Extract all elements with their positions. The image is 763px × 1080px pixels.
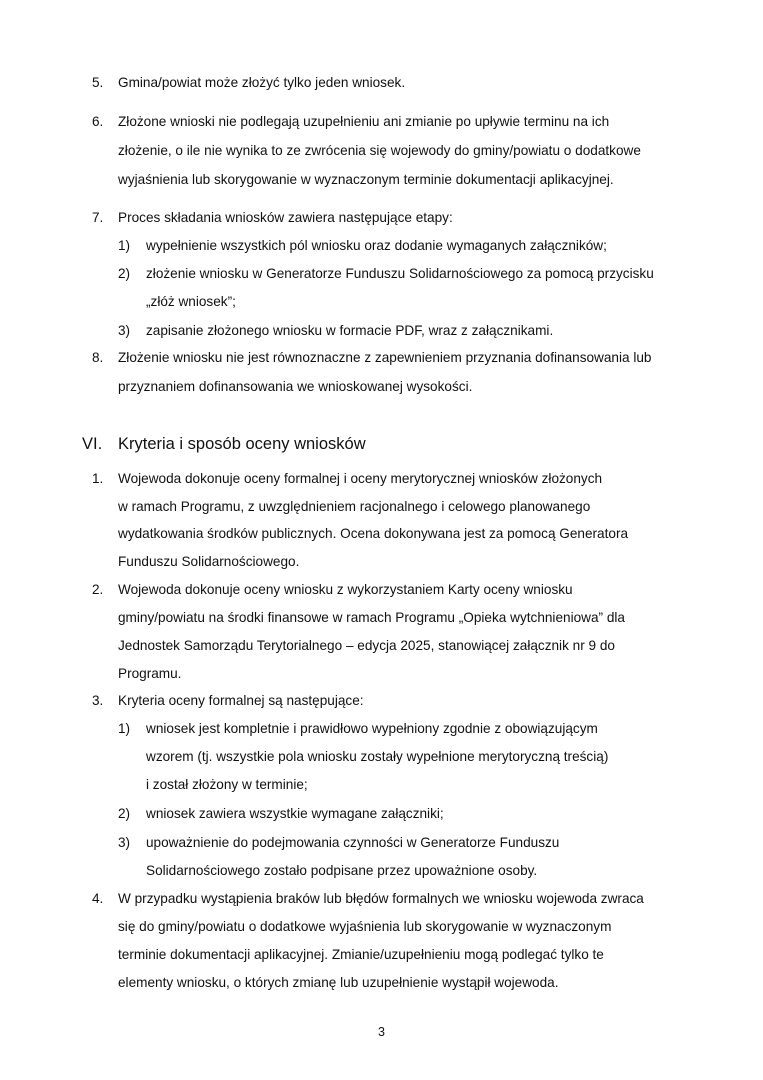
sublist-item-line: i został złożony w terminie;: [146, 777, 308, 792]
sublist-number: 2): [118, 266, 131, 281]
list-number: 7.: [92, 210, 104, 225]
list-item-line: Złożenie wniosku nie jest równoznaczne z zapewnieniem przyznania dofinansowania lub: [118, 350, 652, 365]
sublist-item-line: wniosek zawiera wszystkie wymagane załączniki;: [146, 806, 444, 821]
list-number: 2.: [92, 582, 104, 597]
list-item-line: Wojewoda dokonuje oceny formalnej i oceny merytorycznej wniosków złożonych: [118, 471, 603, 486]
list-number: 8.: [92, 350, 104, 365]
list-item-line: przyznaniem dofinansowania we wnioskowanej wysokości.: [118, 379, 473, 394]
list-item-line: się do gminy/powiatu o dodatkowe wyjaśnienia lub skorygowanie w wyznaczonym: [118, 919, 612, 934]
list-item-line: wydatkowania środków publicznych. Ocena dokonywana jest za pomocą Generatora: [118, 526, 629, 541]
list-item-line: Kryteria oceny formalnej są następujące:: [118, 693, 364, 708]
list-item-line: W przypadku wystąpienia braków lub błędów formalnych we wniosku wojewoda zwraca: [118, 891, 644, 906]
sublist-item-line: wzorem (tj. wszystkie pola wniosku zostały wypełnione merytoryczną treścią): [146, 749, 609, 764]
list-item-line: Złożone wnioski nie podlegają uzupełnieniu ani zmianie po upływie terminu na ich: [118, 114, 610, 129]
list-item-line: elementy wniosku, o których zmianę lub uzupełnienie wystąpił wojewoda.: [118, 975, 559, 990]
sublist-number: 1): [118, 721, 131, 736]
list-number: 4.: [92, 891, 104, 906]
list-number: 1.: [92, 471, 104, 486]
sublist-item-line: Solidarnościowego zostało podpisane przez upoważnione osoby.: [146, 863, 538, 878]
list-item-line: gminy/powiatu na środki finansowe w ramach Programu „Opieka wytchnieniowa” dla: [118, 610, 625, 625]
list-item-line: Programu.: [118, 666, 182, 681]
list-item-line: wyjaśnienia lub skorygowanie w wyznaczonym terminie dokumentacji aplikacyjnej.: [118, 172, 614, 187]
list-item-line: Proces składania wniosków zawiera następujące etapy:: [118, 210, 453, 225]
list-item-line: terminie dokumentacji aplikacyjnej. Zmianie/uzupełnieniu mogą podlegać tylko te: [118, 947, 604, 962]
sublist-item-line: wniosek jest kompletnie i prawidłowo wypełniony zgodnie z obowiązującym: [146, 721, 598, 736]
sublist-number: 3): [118, 323, 131, 338]
list-number: 3.: [92, 693, 104, 708]
sublist-item-line: „złóż wniosek”;: [146, 294, 236, 309]
list-item-line: Jednostek Samorządu Terytorialnego – edycja 2025, stanowiącej załącznik nr 9 do: [118, 638, 615, 653]
list-number: 5.: [92, 75, 104, 90]
sublist-number: 2): [118, 806, 131, 821]
list-item-line: w ramach Programu, z uwzględnieniem racjonalnego i celowego planowanego: [118, 499, 591, 514]
list-item-line: Funduszu Solidarnościowego.: [118, 554, 300, 569]
section-title: Kryteria i sposób oceny wniosków: [118, 435, 366, 453]
sublist-item-line: wypełnienie wszystkich pól wniosku oraz dodanie wymaganych załączników;: [146, 238, 607, 253]
sublist-item-line: zapisanie złożonego wniosku w formacie PDF, wraz z załącznikami.: [146, 323, 554, 338]
page-number: 3: [378, 1025, 385, 1039]
list-number: 6.: [92, 114, 104, 129]
list-item-line: złożenie, o ile nie wynika to ze zwrócenia się wojewody do gminy/powiatu o dodatkowe: [118, 143, 641, 158]
list-item-line: Gmina/powiat może złożyć tylko jeden wniosek.: [118, 75, 406, 90]
sublist-number: 3): [118, 835, 131, 850]
list-item-line: Wojewoda dokonuje oceny wniosku z wykorzystaniem Karty oceny wniosku: [118, 582, 573, 597]
sublist-item-line: złożenie wniosku w Generatorze Funduszu Solidarnościowego za pomocą przycisku: [146, 266, 654, 281]
sublist-item-line: upoważnienie do podejmowania czynności w Generatorze Funduszu: [146, 835, 560, 850]
section-number: VI.: [82, 435, 103, 453]
sublist-number: 1): [118, 238, 131, 253]
